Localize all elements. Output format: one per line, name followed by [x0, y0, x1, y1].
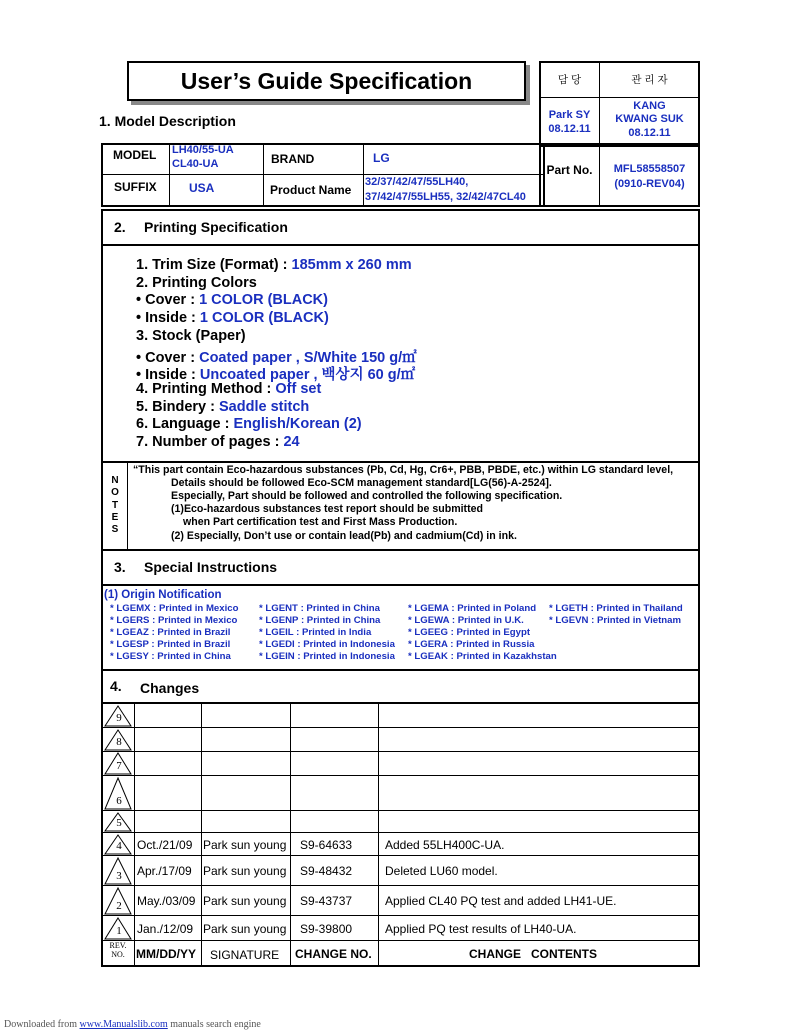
origin-title: (1) Origin Notification: [104, 589, 222, 601]
model-label: MODEL: [113, 148, 157, 162]
approval-col2-label: 관 리 자: [631, 74, 668, 86]
special-heading: Special Instructions: [144, 559, 278, 575]
rev-no-line2: NO.: [111, 950, 125, 959]
change-number: S9-39800: [300, 921, 353, 936]
origin-item: * LGEAK : Printed in Kazakhstan: [408, 651, 557, 662]
change-number: S9-64633: [300, 837, 353, 852]
change-date: Oct./21/09: [137, 837, 193, 852]
spec-line-label: 4. Printing Method :: [136, 380, 276, 397]
spec-line: [136, 381, 321, 397]
spec-line-label: 7. Number of pages :: [136, 434, 284, 450]
spec-line-value: 24: [283, 434, 300, 450]
change-signature: Park sun young: [203, 837, 287, 852]
spec-line-value: 1 COLOR (BLACK): [199, 310, 329, 327]
spec-line: [136, 434, 300, 450]
footer-change-no-label: CHANGE NO.: [295, 947, 372, 961]
spec-line-value: English/Korean (2): [233, 416, 362, 433]
origin-item: * LGESY : Printed in China: [110, 651, 231, 662]
change-content: Deleted LU60 model.: [385, 864, 498, 878]
origin-item: * LGERA : Printed in Russia: [408, 639, 535, 650]
notes-letter: S: [111, 524, 119, 536]
change-signature: Park sun young: [203, 921, 287, 936]
change-number: S9-43737: [300, 894, 353, 908]
change-content: Applied CL40 PQ test and added LH41-UE.: [385, 894, 617, 908]
notes-line: Especially, Part should be followed and controlled the following specification.: [171, 490, 563, 503]
spec-line-value: Saddle stitch: [219, 398, 310, 415]
part-no-rev: (0910-REV04): [614, 178, 685, 190]
notes-line: when Part certification test and First Mass Production.: [183, 516, 458, 529]
footer-content-label: CHANGE CONTENTS: [469, 947, 598, 961]
footer-suffix: manuals search engine: [167, 1019, 261, 1030]
rev-no-label: [102, 941, 134, 959]
spec-line: [136, 328, 246, 344]
part-no-label: Part No.: [546, 163, 593, 177]
origin-item: * LGEVN : Printed in Vietnam: [549, 615, 682, 626]
origin-item: * LGEDI : Printed in Indonesia: [259, 639, 395, 650]
spec-line-label: • Cover :: [136, 292, 200, 309]
origin-item: * LGEIL : Printed in India: [259, 627, 372, 638]
change-signature: Park sun young: [203, 864, 287, 878]
spec-line-label: 5. Bindery :: [136, 398, 219, 415]
product-name-2: 37/42/47/55LH55, 32/42/47CL40: [365, 191, 526, 203]
rev-no-line1: REV.: [109, 941, 127, 950]
spec-line: [136, 416, 362, 432]
change-number: S9-48432: [300, 864, 353, 878]
origin-item: * LGETH : Printed in Thailand: [549, 603, 683, 614]
change-date: Jan./12/09: [137, 921, 194, 936]
spec-line: [136, 399, 309, 415]
revision-number: 2: [116, 900, 122, 912]
approval-col2-name-1: KANG: [633, 100, 666, 112]
notes-line: (1)Eco-hazardous substances test report should be submitted: [171, 503, 483, 516]
spec-line-value: Uncoated paper , 백상지 60 g/㎡: [199, 367, 416, 384]
change-signature: Park sun young: [203, 894, 287, 908]
revision-number: 3: [116, 870, 122, 882]
suffix-value: USA: [189, 181, 215, 195]
brand-label: BRAND: [271, 152, 315, 166]
changes-heading: Changes: [140, 680, 200, 696]
spec-line-label: • Inside :: [136, 367, 200, 384]
printing-number: 2.: [114, 219, 126, 235]
notes-line: (2) Especially, Don’t use or contain lead(Pb) and cadmium(Cd) in ink.: [171, 529, 517, 542]
revision-number: 9: [116, 712, 122, 724]
origin-item: * LGESP : Printed in Brazil: [110, 639, 231, 650]
special-number: 3.: [114, 559, 126, 575]
approval-col2-name-2: KWANG SUK: [615, 113, 684, 125]
brand-value: LG: [373, 151, 390, 165]
spec-line-value: Off set: [275, 380, 322, 397]
change-date: Apr./17/09: [137, 864, 192, 878]
spec-line-label: • Cover :: [136, 349, 200, 366]
model-value-1: LH40/55-UA: [172, 144, 234, 156]
spec-line-value: 185mm x 260 mm: [291, 257, 412, 273]
spec-line: [136, 292, 328, 308]
spec-line-value: 1 COLOR (BLACK): [199, 292, 328, 309]
notes-letter: E: [111, 511, 119, 523]
notes-letter: N: [111, 475, 119, 486]
model-value-2: CL40-UA: [172, 158, 219, 170]
revision-number: 6: [116, 795, 122, 807]
spec-line-label: 1. Trim Size (Format) :: [136, 257, 292, 273]
notes-letter: O: [111, 487, 119, 499]
footer-signature-label: SIGNATURE: [210, 948, 280, 962]
origin-item: * LGERS : Printed in Mexico: [110, 615, 238, 626]
product-name-1: 32/37/42/47/55LH40,: [365, 176, 469, 188]
footer-link[interactable]: www.Manualslib.com: [79, 1019, 168, 1030]
notes-letter: T: [111, 499, 119, 511]
revision-number: 8: [116, 736, 122, 748]
notes-line: Details should be followed Eco-SCM management standard[LG(56)-A-2524].: [171, 477, 552, 490]
spec-line-label: 2. Printing Colors: [136, 274, 257, 291]
revision-number: 1: [116, 925, 122, 937]
spec-line-label: • Inside :: [136, 310, 200, 327]
approval-col2-date: 08.12.11: [628, 127, 671, 139]
approval-col1-date: 08.12.11: [548, 123, 591, 135]
part-no-value: MFL58558507: [613, 163, 686, 175]
product-name-label: Product Name: [270, 183, 352, 197]
origin-item: * LGEMX : Printed in Mexico: [110, 603, 239, 614]
origin-item: * LGEWA : Printed in U.K.: [408, 615, 524, 626]
spec-line: [136, 257, 412, 273]
suffix-label: SUFFIX: [114, 180, 157, 194]
approval-col1-label: 담 당: [557, 74, 582, 86]
download-footer: [4, 1019, 261, 1030]
spec-line-value: Coated paper , S/White 150 g/㎡: [199, 349, 417, 366]
origin-item: * LGENP : Printed in China: [259, 615, 381, 626]
change-content: Applied PQ test results of LH40-UA.: [385, 921, 577, 936]
origin-item: * LGEEG : Printed in Egypt: [408, 627, 531, 638]
change-date: May./03/09: [137, 894, 196, 908]
spec-line: [136, 310, 329, 326]
model-section-heading: 1. Model Description: [99, 113, 236, 129]
origin-item: * LGEMA : Printed in Poland: [408, 603, 537, 614]
page-title: User’s Guide Specification: [127, 61, 526, 101]
printing-heading: Printing Specification: [144, 219, 288, 235]
spec-line-label: 3. Stock (Paper): [136, 327, 246, 344]
spec-line-label: 6. Language :: [136, 416, 234, 433]
change-content: Added 55LH400C-UA.: [385, 837, 505, 852]
revision-number: 4: [116, 840, 122, 852]
origin-item: * LGEIN : Printed in Indonesia: [259, 651, 395, 662]
footer-prefix: Downloaded from: [4, 1019, 80, 1030]
footer-date-label: MM/DD/YY: [136, 947, 196, 961]
changes-number: 4.: [110, 678, 122, 694]
notes-line: “This part contain Eco-hazardous substances (Pb, Cd, Hg, Cr6+, PBB, PBDE, etc.) within LG standard level,: [133, 464, 674, 476]
revision-number: 5: [116, 817, 122, 829]
origin-item: * LGENT : Printed in China: [259, 603, 380, 614]
approval-col1-name: Park SY: [548, 109, 591, 121]
revision-number: 7: [116, 760, 122, 772]
spec-line: [136, 275, 257, 291]
origin-item: * LGEAZ : Printed in Brazil: [110, 627, 231, 638]
